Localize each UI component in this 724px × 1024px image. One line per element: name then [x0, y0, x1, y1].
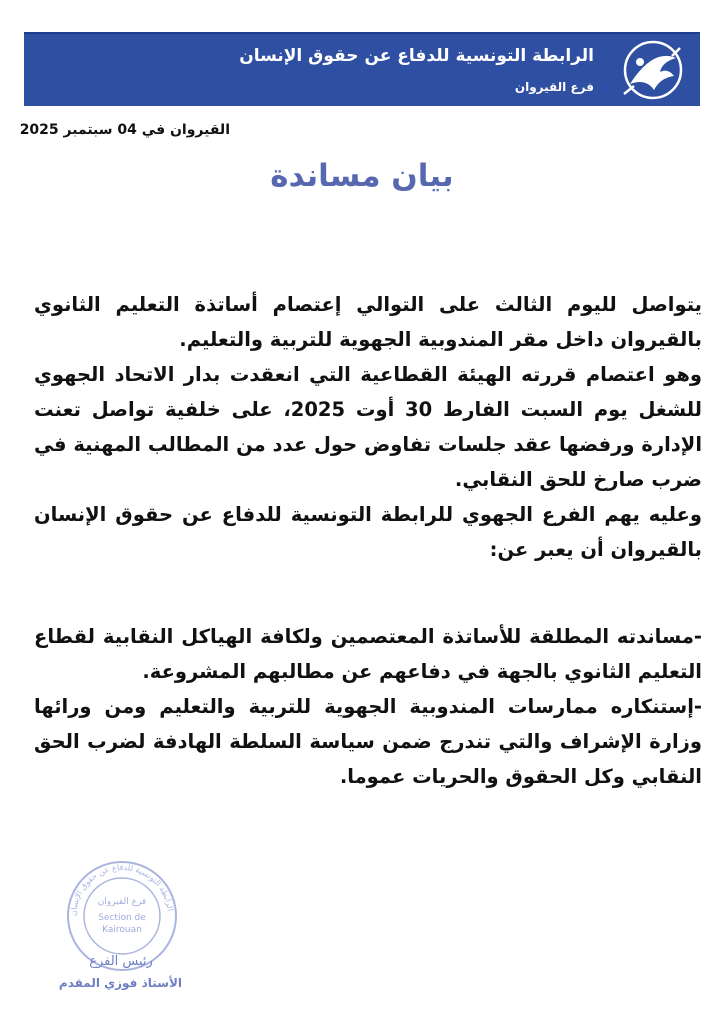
paragraph-background: وهو اعتصام قررته الهيئة القطاعية التي انعقدت بدار الاتحاد الجهوي للشغل يوم السبت الفارط 30 أوت 2025، على خلفية تواصل تعنت الإدارة ورفضها عقد جلسات تفاوض حول عدد من المطالب المهنية في ضرب صارخ للحق النقابي.	[34, 363, 702, 491]
organization-name: الرابطة التونسية للدفاع عن حقوق الإنسان	[239, 46, 594, 66]
league-logo-icon	[616, 38, 690, 102]
branch-name: فرع القيروان	[514, 80, 594, 94]
paragraph-support: -مساندته المطلقة للأساتذة المعتصمين ولكافة الهياكل النقابية لقطاع التعليم الثانوي بالجهة في دفاعهم عن مطالبهم المشروعة.	[34, 625, 702, 683]
paragraph-declaration: وعليه يهم الفرع الجهوي للرابطة التونسية للدفاع عن حقوق الإنسان بالقيروان أن يعبر عن:	[34, 503, 702, 561]
stamp-center-arabic: فرع القيروان	[97, 897, 147, 907]
stamp-ring-text: الرابطة التونسية للدفاع عن حقوق الإنسان	[68, 862, 175, 917]
date-line: القيروان في 04 سبتمبر 2025	[19, 122, 230, 138]
signatory-role: رئيس الفرع	[89, 954, 153, 969]
paragraph-condemnation: -إستنكاره ممارسات المندوبية الجهوية للتربية والتعليم ومن ورائها وزارة الإشراف والتي تندرج ضمن سياسة السلطة الهادفة لضرب الحق النقابي وكل الحقوق والحريات عموما.	[34, 695, 702, 788]
paragraph-sit-in: يتواصل لليوم الثالث على التوالي إعتصام أساتذة التعليم الثانوي بالقيروان داخل مقر المندوبية الجهوية للتربية والتعليم.	[34, 293, 702, 351]
stamp-center-french: Section de Kairouan	[98, 913, 146, 935]
signatory-name: الأستاذ فوزي المقدم	[58, 976, 182, 990]
statement-body	[34, 287, 702, 794]
document-title: بيان مساندة	[270, 158, 454, 194]
letterhead-banner	[24, 32, 700, 106]
paragraph-spacer	[34, 567, 702, 619]
